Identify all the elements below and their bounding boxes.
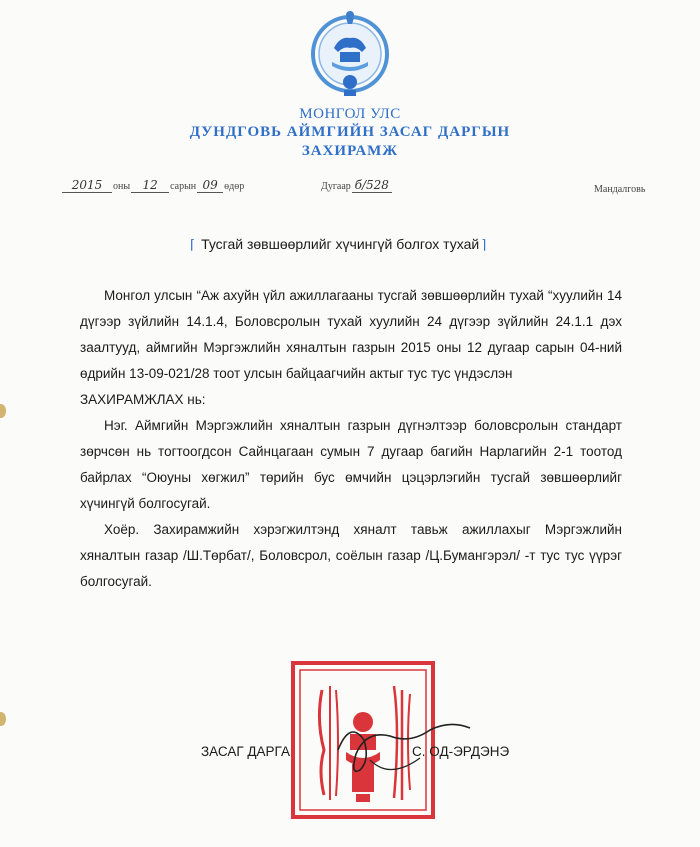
state-emblem-icon [310,8,390,100]
number-value: б/528 [352,178,392,193]
signatory-title: ЗАСАГ ДАРГА [201,744,290,759]
item-two-paragraph: Хоёр. Захирамжийн хэрэгжилтэнд хяналт тавьж ажиллахыг Мэргэжлийн хяналтын газар /Ш.Төрбат/, Боловсрол, соёлын газар /Ц.Бумангэрэл/ -т тус тус үүрэг болгосугай. [80,522,622,589]
item-one-paragraph: Нэг. Аймгийн Мэргэжлийн хяналтын газрын дүгнэлтээр боловсролын стандарт зөрчсөн нь тогтоогдсон Сайнцагаан сумын 7 дугаар багийн Нарлагийн 2-1 тоотод байрлах “Оюуны хөгжил” төрийн бус өмчийн цэцэрлэгийн тусгай зөвшөөрлийг хүчингүй болгосугай. [80,418,622,511]
month-value: 12 [131,178,169,193]
directive-line: ЗАХИРАМЖЛАХ нь: [80,392,206,407]
signatory-name: С. ОД-ЭРДЭНЭ [412,744,510,759]
day-label: өдөр [224,181,245,192]
subject-text: Тусгай зөвшөөрлийг хүчингүй болгох тухай [201,236,480,252]
country-name: МОНГОЛ УЛС [299,106,401,122]
place-name: Мандалговь [594,184,646,195]
office-name: ДУНДГОВЬ АЙМГИЙН ЗАСАГ ДАРГЫН [189,124,511,140]
year-value: 2015 [62,178,112,193]
binding-hole-mark [0,404,6,418]
day-value: 09 [197,178,223,193]
signature-area [0,660,700,847]
year-label: оны [113,181,131,192]
meta-row [0,178,700,202]
document-type: ЗАХИРАМЖ [301,143,399,159]
number-field [320,178,392,193]
number-label: Дугаар [321,181,351,192]
date-field [62,178,245,193]
subject-line [190,236,486,253]
subject-close-mark: ⌉ [481,237,487,252]
month-label: сарын [170,181,197,192]
subject-open-mark: ⌈ [190,237,196,252]
intro-paragraph: Монгол улсын “Аж ахуйн үйл ажиллагааны тусгай зөвшөөрлийн тухай “хуулийн 14 дүгээр зүйлийн 14.1.4, Боловсролын тухай хуулийн 24 дүгээр зүйлийн 24.1.1 дэх заалтууд, аймгийн Мэргэжлийн хяналтын газрын 2015 оны 12 дугаар сарын 04-ний өдрийн 13-09-021/28 тоот улсын байцаагчийн актыг тус тус үндэслэн [80,288,622,381]
document-body [80,283,622,595]
